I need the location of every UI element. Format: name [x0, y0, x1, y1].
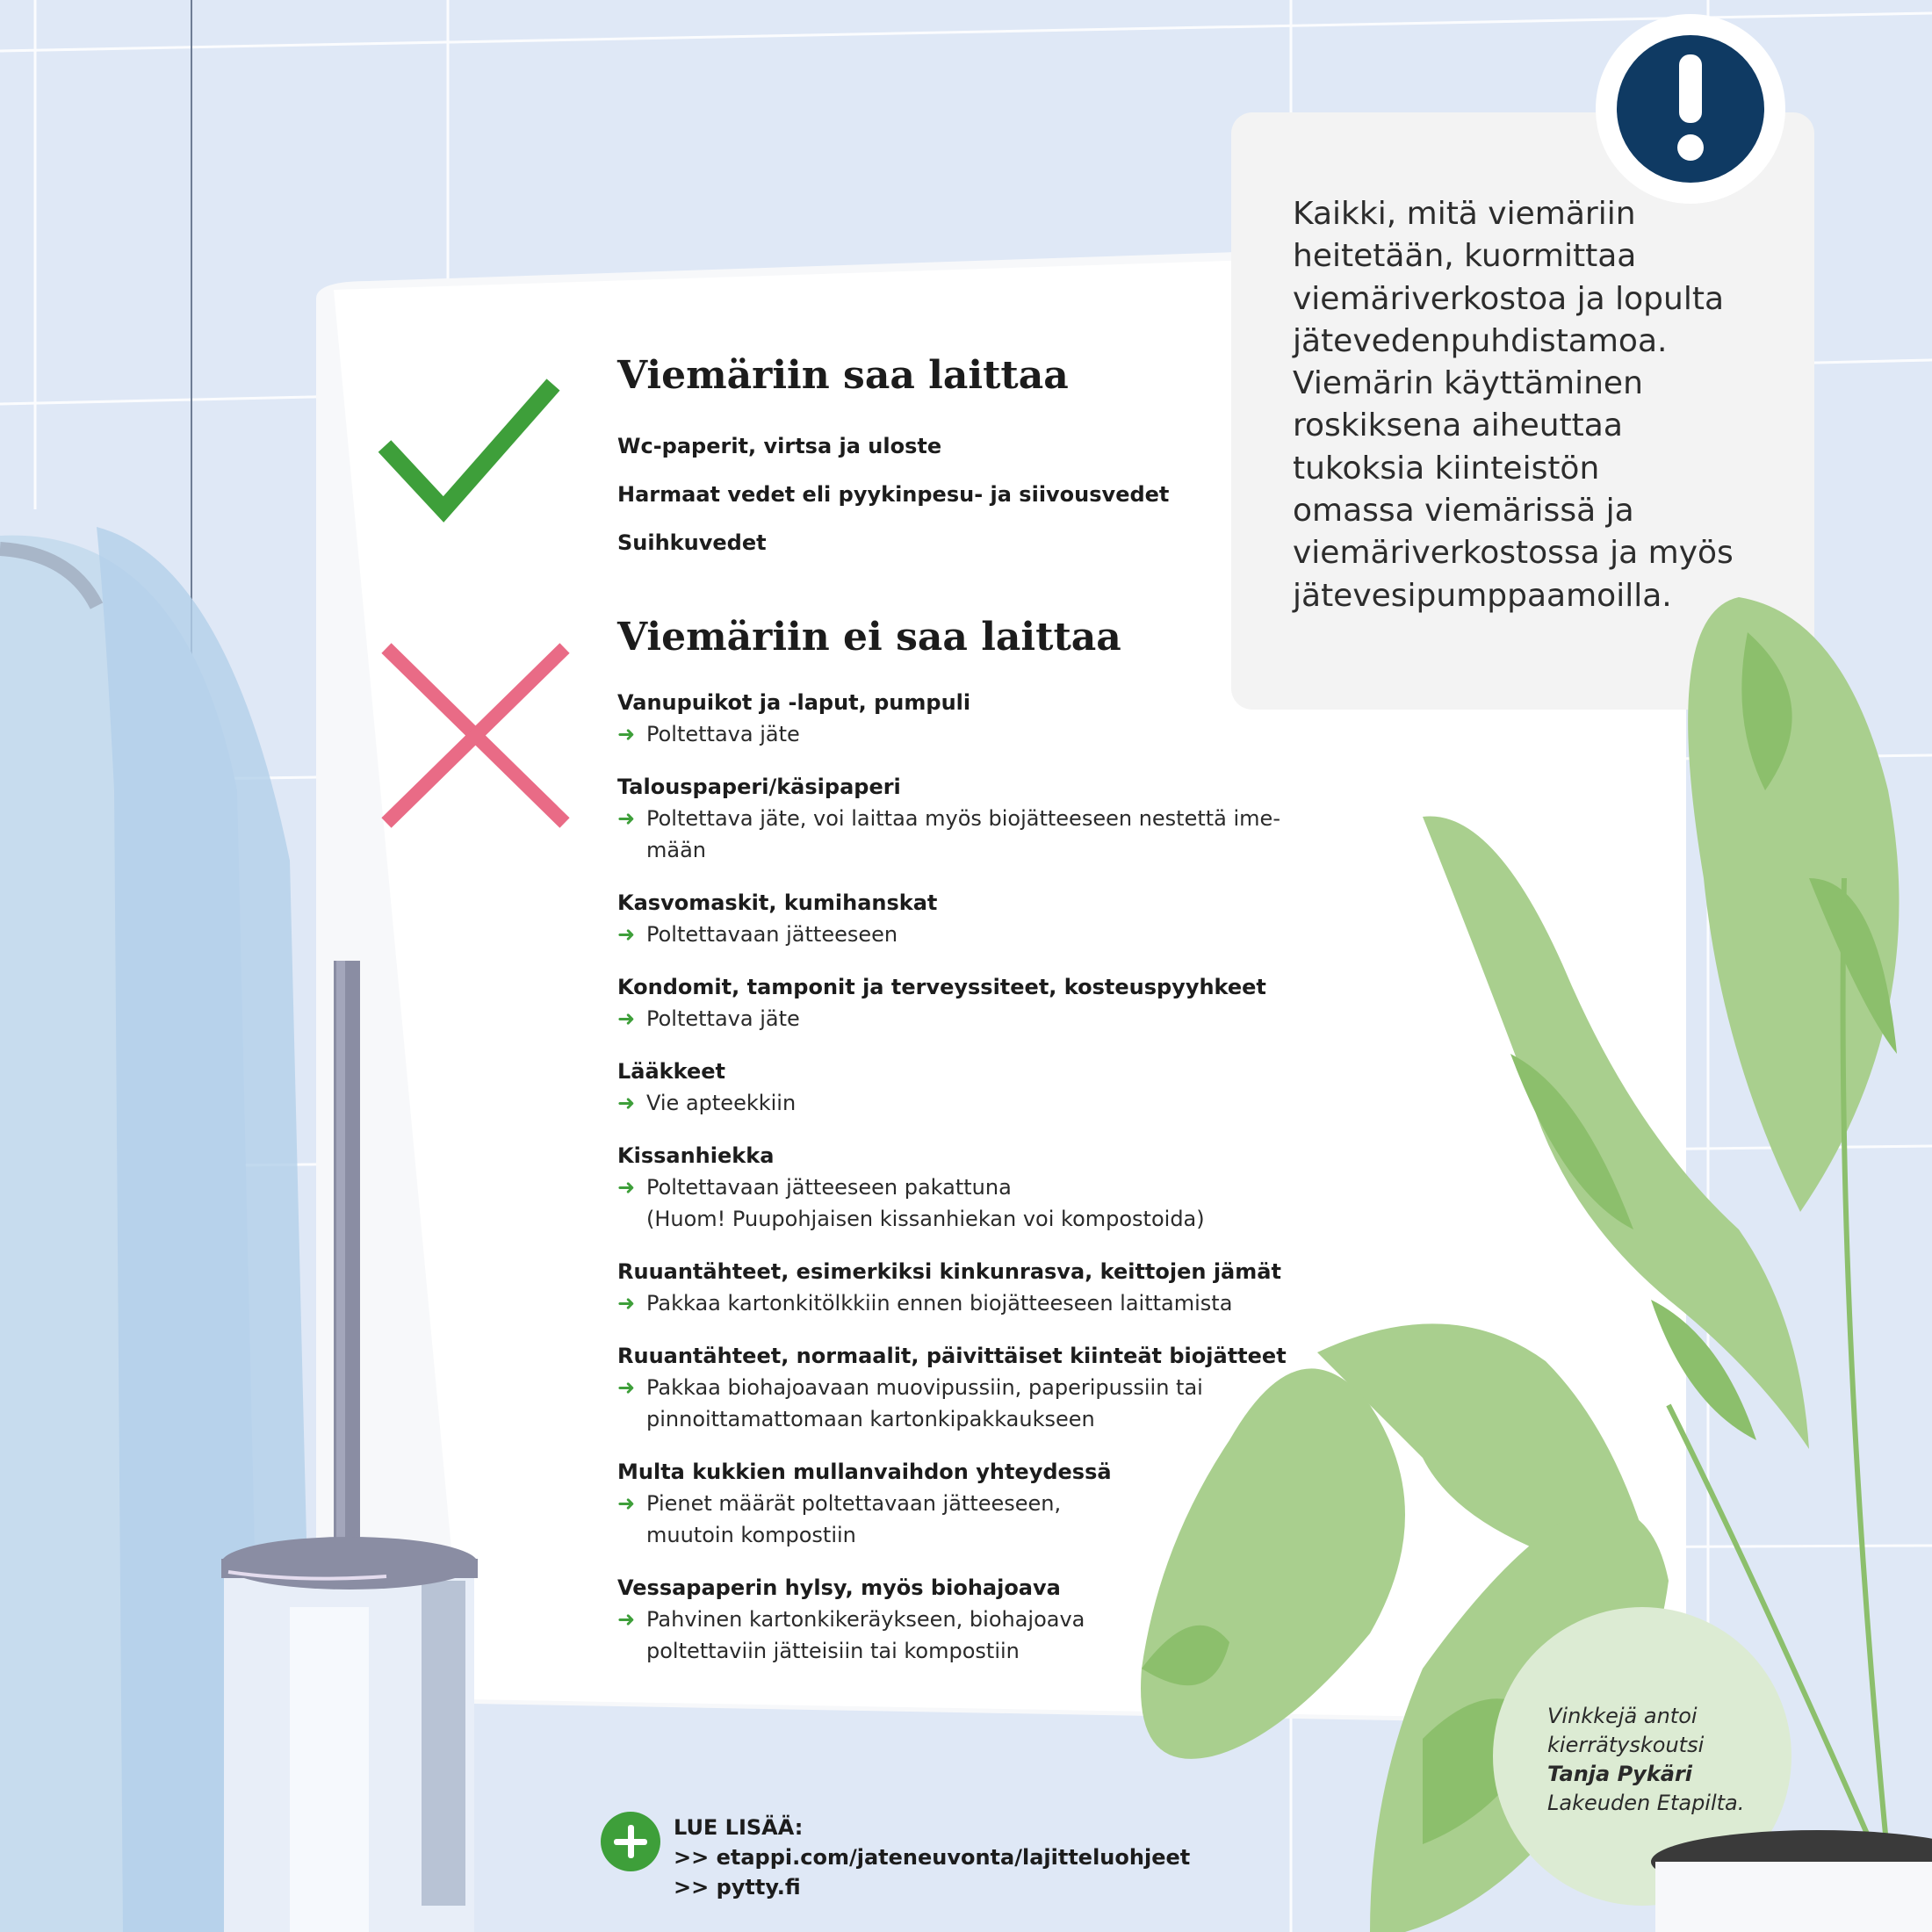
allowed-item: Harmaat vedet eli pyykinpesu- ja siivousvedet: [617, 482, 1170, 507]
credit-note: [1547, 1702, 1744, 1818]
item-instruction-cont: pinnoittamattomaan kartonkipakkaukseen: [646, 1407, 1095, 1431]
list-item: [617, 1456, 1320, 1551]
info-line: omassa viemärissä ja: [1293, 493, 1634, 530]
info-line: viemäriverkostossa ja myös: [1293, 535, 1734, 572]
info-box-text: [1293, 193, 1734, 617]
credit-line: kierrätyskoutsi: [1547, 1733, 1705, 1757]
list-item: [617, 687, 1320, 750]
item-instruction: ➜ Poltettava jäte, voi laittaa myös biojätteeseen nestettä ime-: [617, 803, 1320, 834]
item-instruction: ➜ Pienet määrät poltettavaan jätteeseen,: [617, 1488, 1320, 1519]
list-item: [617, 1256, 1320, 1319]
list-item: [617, 887, 1320, 950]
item-title: Kasvomaskit, kumihanskat: [617, 890, 938, 915]
list-item: [617, 1140, 1320, 1235]
list-item: [617, 771, 1320, 866]
item-title: Kondomit, tamponit ja terveyssiteet, kosteuspyyhkeet: [617, 975, 1266, 999]
list-item: [617, 1340, 1320, 1435]
arrow-icon: ➜: [617, 1291, 636, 1316]
item-title: Ruuantähteet, normaalit, päivittäiset kiinteät biojätteet: [617, 1344, 1287, 1368]
info-line: Viemärin käyttäminen: [1293, 365, 1643, 402]
arrow-icon: ➜: [617, 806, 636, 831]
not-allowed-list: [617, 687, 1320, 1688]
info-line: tukoksia kiinteistön: [1293, 450, 1600, 487]
exclamation-icon: [1679, 54, 1702, 123]
allowed-item: Suihkuvedet: [617, 530, 767, 555]
item-title: Vessapaperin hylsy, myös biohajoava: [617, 1575, 1061, 1600]
item-instruction-cont: mään: [646, 838, 707, 862]
info-line: viemäriverkostoa ja lopulta: [1293, 280, 1725, 317]
item-title: Ruuantähteet, esimerkiksi kinkunrasva, keittojen jämät: [617, 1259, 1281, 1284]
arrow-icon: ➜: [617, 1491, 636, 1516]
item-title: Talouspaperi/käsipaperi: [617, 775, 901, 799]
arrow-icon: ➜: [617, 1375, 636, 1400]
read-more-label: LUE LISÄÄ:: [674, 1815, 804, 1840]
allowed-item: Wc-paperit, virtsa ja uloste: [617, 434, 942, 458]
arrow-icon: ➜: [617, 1091, 636, 1115]
not-allowed-heading: Viemäriin ei saa laittaa: [617, 615, 1121, 660]
arrow-icon: ➜: [617, 922, 636, 947]
info-line: Kaikki, mitä viemäriin: [1293, 196, 1636, 232]
item-instruction: ➜ Poltettavaan jätteeseen pakattuna: [617, 1171, 1320, 1203]
list-item: [617, 971, 1320, 1034]
plus-icon: [601, 1812, 660, 1871]
credit-line: Vinkkejä antoi: [1547, 1704, 1698, 1728]
item-instruction: ➜ Pakkaa biohajoavaan muovipussiin, paperipussiin tai: [617, 1372, 1320, 1403]
info-line: jätevesipumppaamoilla.: [1293, 577, 1672, 614]
item-title: Lääkkeet: [617, 1059, 725, 1084]
arrow-icon: ➜: [617, 1006, 636, 1031]
info-line: heitetään, kuormittaa: [1293, 238, 1637, 275]
info-line: jätevedenpuhdistamoa.: [1293, 322, 1668, 359]
info-line: roskiksena aiheuttaa: [1293, 407, 1623, 444]
item-instruction: ➜ Pakkaa kartonkitölkkiin ennen biojätteeseen laittamista: [617, 1287, 1320, 1319]
arrow-icon: ➜: [617, 1175, 636, 1200]
read-more-link[interactable]: >> etappi.com/jateneuvonta/lajitteluohjeet: [674, 1845, 1191, 1870]
item-title: Vanupuikot ja -laput, pumpuli: [617, 690, 971, 715]
item-instruction-cont: poltettaviin jätteisiin tai kompostiin: [646, 1639, 1020, 1663]
arrow-icon: ➜: [617, 722, 636, 746]
credit-name: Tanja Pykäri: [1547, 1762, 1693, 1786]
list-item: [617, 1572, 1320, 1667]
allowed-heading: Viemäriin saa laittaa: [617, 353, 1069, 398]
item-instruction: ➜ Poltettava jäte: [617, 1003, 1320, 1034]
item-title: Multa kukkien mullanvaihdon yhteydessä: [617, 1460, 1112, 1484]
item-instruction: ➜ Pahvinen kartonkikeräykseen, biohajoava: [617, 1604, 1320, 1635]
read-more-link[interactable]: >> pytty.fi: [674, 1875, 801, 1900]
item-instruction-cont: muutoin kompostiin: [646, 1523, 856, 1547]
list-item: [617, 1056, 1320, 1119]
read-more: [674, 1813, 1190, 1902]
item-title: Kissanhiekka: [617, 1143, 775, 1168]
item-instruction: ➜ Vie apteekkiin: [617, 1087, 1320, 1119]
item-instruction: ➜ Poltettava jäte: [617, 718, 1320, 750]
item-instruction-cont: (Huom! Puupohjaisen kissanhiekan voi kompostoida): [646, 1207, 1205, 1231]
arrow-icon: ➜: [617, 1607, 636, 1632]
item-instruction: ➜ Poltettavaan jätteeseen: [617, 919, 1320, 950]
credit-line: Lakeuden Etapilta.: [1547, 1791, 1745, 1815]
